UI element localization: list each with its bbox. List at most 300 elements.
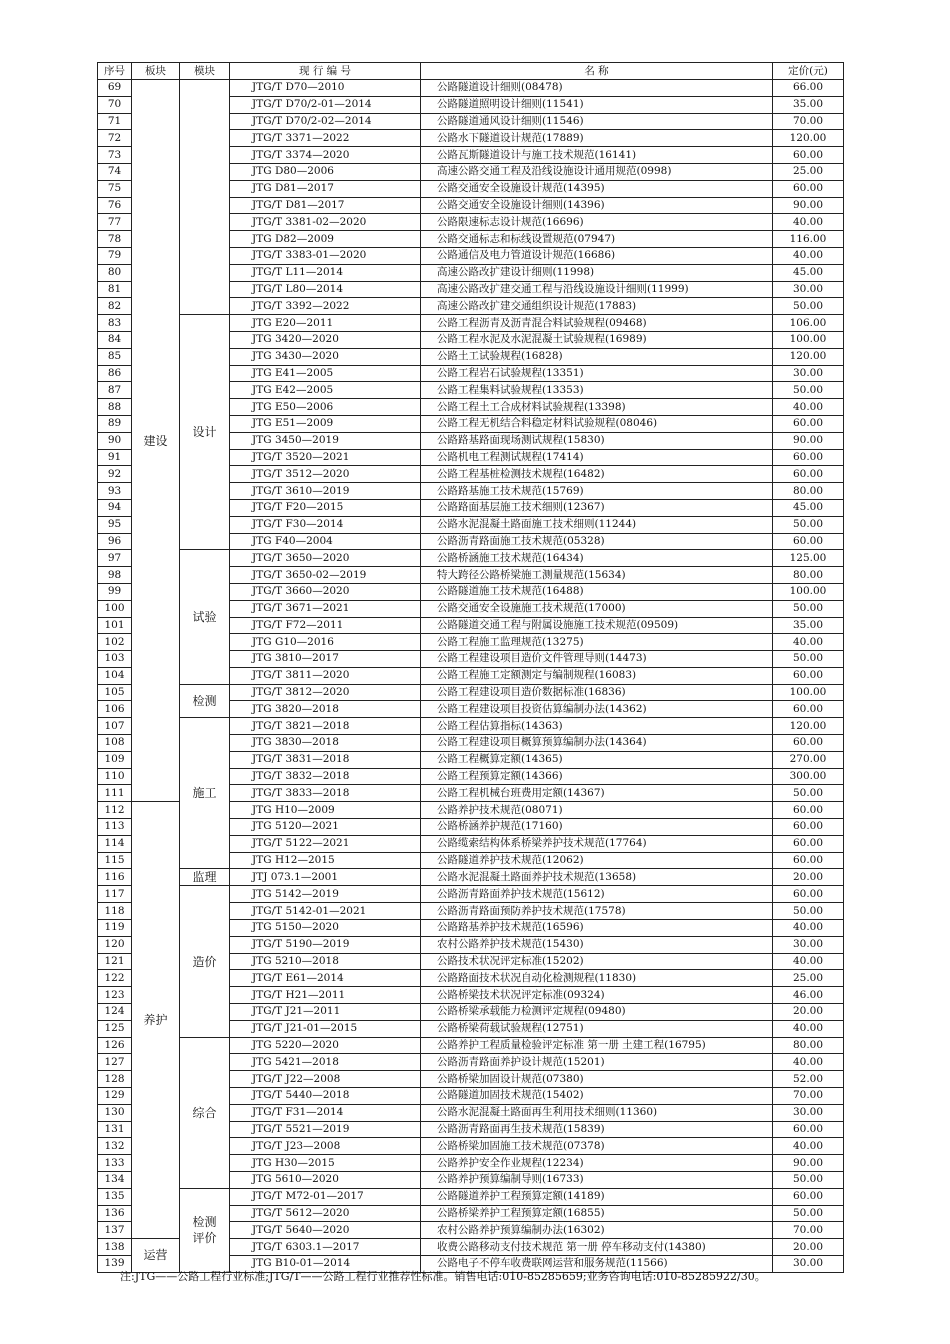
price: 30.00 [773, 281, 844, 298]
price: 40.00 [773, 1020, 844, 1037]
price: 116.00 [773, 231, 844, 248]
table-row [98, 550, 844, 567]
standard-code: JTG 5610—2020 [230, 1172, 421, 1189]
header-row [98, 63, 844, 80]
row-number: 98 [98, 567, 132, 584]
row-number: 136 [98, 1205, 132, 1222]
row-number: 88 [98, 399, 132, 416]
standard-code: JTG 3450—2019 [230, 432, 421, 449]
standard-name: 公路工程沥青及沥青混合料试验规程(09468) [421, 315, 773, 332]
row-number: 104 [98, 667, 132, 684]
standard-code: JTG/T J21—2011 [230, 1004, 421, 1021]
standard-name: 公路桥涵养护规范(17160) [421, 819, 773, 836]
row-number: 79 [98, 247, 132, 264]
row-number: 81 [98, 281, 132, 298]
standard-name: 公路隧道养护技术规范(12062) [421, 852, 773, 869]
price: 60.00 [773, 1188, 844, 1205]
standard-code: JTG/T 3811—2020 [230, 667, 421, 684]
row-number: 73 [98, 147, 132, 164]
standard-code: JTG D82—2009 [230, 231, 421, 248]
standard-name: 公路工程机械台班费用定额(14367) [421, 785, 773, 802]
standard-code: JTG E20—2011 [230, 315, 421, 332]
module-cell [180, 80, 230, 315]
row-number: 133 [98, 1155, 132, 1172]
price: 66.00 [773, 80, 844, 97]
row-number: 113 [98, 819, 132, 836]
standard-name: 公路路面技术状况自动化检测规程(11830) [421, 970, 773, 987]
standard-code: JTG/T 3650-02—2019 [230, 567, 421, 584]
price: 120.00 [773, 718, 844, 735]
standard-name: 公路工程无机结合料稳定材料试验规程(08046) [421, 415, 773, 432]
price: 40.00 [773, 399, 844, 416]
standard-name: 公路工程估算指标(14363) [421, 718, 773, 735]
row-number: 89 [98, 415, 132, 432]
row-number: 127 [98, 1054, 132, 1071]
price: 120.00 [773, 348, 844, 365]
standard-code: JTG 3810—2017 [230, 651, 421, 668]
standard-name: 公路隧道养护工程预算定额(14189) [421, 1188, 773, 1205]
header-name: 名 称 [421, 63, 773, 80]
standard-code: JTG/T D70—2010 [230, 80, 421, 97]
header-price: 定价(元) [773, 63, 844, 80]
row-number: 77 [98, 214, 132, 231]
standard-name: 公路工程施工定额测定与编制规程(16083) [421, 667, 773, 684]
price: 46.00 [773, 987, 844, 1004]
block-cell: 建设 [132, 80, 180, 802]
standard-code: JTG/T D70/2-02—2014 [230, 113, 421, 130]
standard-name: 公路工程建设项目概算预算编制办法(14364) [421, 735, 773, 752]
standard-name: 公路工程水泥及水泥混凝土试验规程(16989) [421, 331, 773, 348]
standard-code: JTG/T 5521—2019 [230, 1121, 421, 1138]
row-number: 80 [98, 264, 132, 281]
row-number: 132 [98, 1138, 132, 1155]
price: 20.00 [773, 1239, 844, 1256]
price: 20.00 [773, 1004, 844, 1021]
row-number: 93 [98, 483, 132, 500]
module-cell: 综合 [180, 1037, 230, 1188]
price: 70.00 [773, 1222, 844, 1239]
row-number: 105 [98, 684, 132, 701]
standard-code: JTG 3420—2020 [230, 331, 421, 348]
standard-name: 公路交通安全设施设计规范(14395) [421, 180, 773, 197]
price: 60.00 [773, 667, 844, 684]
price: 40.00 [773, 1138, 844, 1155]
row-number: 86 [98, 365, 132, 382]
price: 30.00 [773, 1255, 844, 1272]
row-number: 95 [98, 516, 132, 533]
row-number: 123 [98, 987, 132, 1004]
header-block: 板块 [132, 63, 180, 80]
standard-name: 公路通信及电力管道设计规范(16686) [421, 247, 773, 264]
row-number: 138 [98, 1239, 132, 1256]
standard-code: JTG B10-01—2014 [230, 1255, 421, 1272]
table-row [98, 869, 844, 886]
price: 35.00 [773, 96, 844, 113]
standards-table [97, 62, 844, 1273]
standard-name: 公路工程施工监理规范(13275) [421, 634, 773, 651]
standard-name: 公路沥青路面再生技术规范(15839) [421, 1121, 773, 1138]
standard-code: JTG/T 3833—2018 [230, 785, 421, 802]
standard-name: 公路路面基层施工技术细则(12367) [421, 499, 773, 516]
row-number: 72 [98, 130, 132, 147]
standard-name: 公路水泥混凝土路面施工技术细则(11244) [421, 516, 773, 533]
standard-name: 公路桥梁技术状况评定标准(09324) [421, 987, 773, 1004]
row-number: 69 [98, 80, 132, 97]
standard-code: JTG/T F20—2015 [230, 499, 421, 516]
standard-code: JTG/T J22—2008 [230, 1071, 421, 1088]
price: 25.00 [773, 163, 844, 180]
standard-name: 公路水泥混凝土路面再生利用技术细则(11360) [421, 1104, 773, 1121]
standard-code: JTG 5142—2019 [230, 886, 421, 903]
standard-code: JTG/T 5142-01—2021 [230, 903, 421, 920]
row-number: 107 [98, 718, 132, 735]
standard-code: JTG/T 3650—2020 [230, 550, 421, 567]
standard-name: 公路桥梁加固施工技术规范(07378) [421, 1138, 773, 1155]
price: 50.00 [773, 516, 844, 533]
row-number: 97 [98, 550, 132, 567]
price: 40.00 [773, 920, 844, 937]
standard-code: JTG D81—2017 [230, 180, 421, 197]
standard-name: 公路交通安全设施设计细则(14396) [421, 197, 773, 214]
standard-name: 公路工程岩石试验规程(13351) [421, 365, 773, 382]
row-number: 82 [98, 298, 132, 315]
standard-name: 公路路基施工技术规范(15769) [421, 483, 773, 500]
standard-code: JTG E41—2005 [230, 365, 421, 382]
price: 70.00 [773, 1088, 844, 1105]
standard-code: JTG/T 3671—2021 [230, 600, 421, 617]
price: 125.00 [773, 550, 844, 567]
standard-name: 公路工程预算定额(14366) [421, 768, 773, 785]
price: 80.00 [773, 1037, 844, 1054]
standard-code: JTG F40—2004 [230, 533, 421, 550]
price: 80.00 [773, 567, 844, 584]
standard-code: JTG/T 3610—2019 [230, 483, 421, 500]
row-number: 129 [98, 1088, 132, 1105]
row-number: 84 [98, 331, 132, 348]
table-row [98, 718, 844, 735]
standard-code: JTG G10—2016 [230, 634, 421, 651]
standard-code: JTG 3430—2020 [230, 348, 421, 365]
price: 120.00 [773, 130, 844, 147]
row-number: 120 [98, 936, 132, 953]
standard-code: JTG/T D70/2-01—2014 [230, 96, 421, 113]
table-row [98, 684, 844, 701]
price: 50.00 [773, 600, 844, 617]
price: 40.00 [773, 247, 844, 264]
module-cell: 造价 [180, 886, 230, 1037]
module-cell: 施工 [180, 718, 230, 869]
standard-code: JTG 5220—2020 [230, 1037, 421, 1054]
standard-name: 公路桥梁荷载试验规程(12751) [421, 1020, 773, 1037]
price: 60.00 [773, 449, 844, 466]
standard-code: JTG/T F72—2011 [230, 617, 421, 634]
row-number: 91 [98, 449, 132, 466]
standard-name: 公路隧道施工技术规范(16488) [421, 583, 773, 600]
row-number: 135 [98, 1188, 132, 1205]
standard-name: 特大跨径公路桥梁施工测量规范(15634) [421, 567, 773, 584]
module-cell: 检测 [180, 684, 230, 718]
row-number: 99 [98, 583, 132, 600]
price: 60.00 [773, 180, 844, 197]
row-number: 118 [98, 903, 132, 920]
standard-code: JTG/T 5640—2020 [230, 1222, 421, 1239]
price: 106.00 [773, 315, 844, 332]
standard-name: 公路养护安全作业规程(12234) [421, 1155, 773, 1172]
row-number: 116 [98, 869, 132, 886]
standard-name: 公路桥梁承载能力检测评定规程(09480) [421, 1004, 773, 1021]
price: 60.00 [773, 852, 844, 869]
standard-name: 公路沥青路面施工技术规范(05328) [421, 533, 773, 550]
price: 80.00 [773, 483, 844, 500]
standard-name: 公路路基养护技术规范(16596) [421, 920, 773, 937]
standard-name: 公路隧道交通工程与附属设施施工技术规范(09509) [421, 617, 773, 634]
table-body [98, 80, 844, 1273]
row-number: 85 [98, 348, 132, 365]
price: 60.00 [773, 735, 844, 752]
price: 70.00 [773, 113, 844, 130]
row-number: 71 [98, 113, 132, 130]
header-module: 模块 [180, 63, 230, 80]
standard-code: JTG/T L11—2014 [230, 264, 421, 281]
block-cell: 运营 [132, 1239, 180, 1273]
standard-code: JTG/T E61—2014 [230, 970, 421, 987]
price: 60.00 [773, 415, 844, 432]
module-cell: 监理 [180, 869, 230, 886]
row-number: 74 [98, 163, 132, 180]
price: 60.00 [773, 802, 844, 819]
standard-code: JTG/T H21—2011 [230, 987, 421, 1004]
standard-code: JTG/T M72-01—2017 [230, 1188, 421, 1205]
standard-code: JTG/T 3832—2018 [230, 768, 421, 785]
row-number: 112 [98, 802, 132, 819]
price: 35.00 [773, 617, 844, 634]
standard-name: 公路桥梁养护工程预算定额(16855) [421, 1205, 773, 1222]
row-number: 75 [98, 180, 132, 197]
standard-code: JTG/T 5612—2020 [230, 1205, 421, 1222]
standard-code: JTG E42—2005 [230, 382, 421, 399]
standard-code: JTG/T 3831—2018 [230, 751, 421, 768]
price: 60.00 [773, 1121, 844, 1138]
standard-name: 公路隧道加固技术规范(15402) [421, 1088, 773, 1105]
standard-code: JTG H12—2015 [230, 852, 421, 869]
standard-name: 高速公路改扩建交通组织设计规范(17883) [421, 298, 773, 315]
standard-name: 公路工程概算定额(14365) [421, 751, 773, 768]
price: 20.00 [773, 869, 844, 886]
table-row [98, 886, 844, 903]
price: 50.00 [773, 382, 844, 399]
price: 100.00 [773, 331, 844, 348]
row-number: 126 [98, 1037, 132, 1054]
price: 50.00 [773, 785, 844, 802]
row-number: 94 [98, 499, 132, 516]
header-no: 序号 [98, 63, 132, 80]
row-number: 111 [98, 785, 132, 802]
standard-name: 公路养护工程质量检验评定标准 第一册 土建工程(16795) [421, 1037, 773, 1054]
standard-code: JTG E50—2006 [230, 399, 421, 416]
standard-code: JTG/T 5122—2021 [230, 835, 421, 852]
row-number: 119 [98, 920, 132, 937]
standard-name: 公路交通标志和标线设置规范(07947) [421, 231, 773, 248]
standard-code: JTG/T 6303.1—2017 [230, 1239, 421, 1256]
standard-name: 高速公路改扩建交通工程与沿线设施设计细则(11999) [421, 281, 773, 298]
standard-name: 公路养护预算编制导则(16733) [421, 1172, 773, 1189]
price: 30.00 [773, 936, 844, 953]
module-cell: 设计 [180, 315, 230, 550]
price: 60.00 [773, 819, 844, 836]
standard-name: 公路桥涵施工技术规范(16434) [421, 550, 773, 567]
price: 60.00 [773, 533, 844, 550]
price: 60.00 [773, 701, 844, 718]
standard-code: JTG/T F31—2014 [230, 1104, 421, 1121]
price: 40.00 [773, 634, 844, 651]
price: 45.00 [773, 264, 844, 281]
standard-name: 公路隧道设计细则(08478) [421, 80, 773, 97]
row-number: 102 [98, 634, 132, 651]
standards-table-container [97, 62, 843, 1273]
price: 50.00 [773, 1205, 844, 1222]
standard-code: JTG/T 3821—2018 [230, 718, 421, 735]
row-number: 96 [98, 533, 132, 550]
standard-code: JTG 3830—2018 [230, 735, 421, 752]
price: 40.00 [773, 1054, 844, 1071]
row-number: 137 [98, 1222, 132, 1239]
standard-name: 公路交通安全设施施工技术规范(17000) [421, 600, 773, 617]
standard-code: JTG 5150—2020 [230, 920, 421, 937]
price: 90.00 [773, 432, 844, 449]
price: 50.00 [773, 903, 844, 920]
row-number: 122 [98, 970, 132, 987]
block-cell: 养护 [132, 802, 180, 1239]
module-cell: 检测 评价 [180, 1188, 230, 1272]
standard-name: 高速公路交通工程及沿线设施设计通用规范(0998) [421, 163, 773, 180]
row-number: 124 [98, 1004, 132, 1021]
price: 60.00 [773, 466, 844, 483]
standard-code: JTG 5421—2018 [230, 1054, 421, 1071]
standard-code: JTG/T 3512—2020 [230, 466, 421, 483]
standard-name: 公路养护技术规范(08071) [421, 802, 773, 819]
price: 60.00 [773, 886, 844, 903]
row-number: 115 [98, 852, 132, 869]
standard-code: JTG/T 5440—2018 [230, 1088, 421, 1105]
row-number: 134 [98, 1172, 132, 1189]
table-row [98, 80, 844, 97]
standard-code: JTG/T 3374—2020 [230, 147, 421, 164]
standard-name: 农村公路养护技术规范(15430) [421, 936, 773, 953]
standard-code: JTG H30—2015 [230, 1155, 421, 1172]
standard-name: 公路瓦斯隧道设计与施工技术规范(16141) [421, 147, 773, 164]
standard-code: JTG 5120—2021 [230, 819, 421, 836]
standard-code: JTG/T J21-01—2015 [230, 1020, 421, 1037]
standard-code: JTG H10—2009 [230, 802, 421, 819]
standard-name: 公路工程建设项目造价文件管理导则(14473) [421, 651, 773, 668]
row-number: 92 [98, 466, 132, 483]
standard-name: 公路土工试验规程(16828) [421, 348, 773, 365]
row-number: 100 [98, 600, 132, 617]
standard-name: 公路桥梁加固设计规范(07380) [421, 1071, 773, 1088]
standard-name: 公路工程建设项目造价数据标准(16836) [421, 684, 773, 701]
standard-code: JTG/T 3381-02—2020 [230, 214, 421, 231]
header-code: 现 行 编 号 [230, 63, 421, 80]
standard-name: 公路工程基桩检测技术规程(16482) [421, 466, 773, 483]
price: 50.00 [773, 298, 844, 315]
row-number: 128 [98, 1071, 132, 1088]
standard-name: 公路水泥混凝土路面养护技术规范(13658) [421, 869, 773, 886]
price: 25.00 [773, 970, 844, 987]
standard-code: JTG D80—2006 [230, 163, 421, 180]
row-number: 125 [98, 1020, 132, 1037]
row-number: 114 [98, 835, 132, 852]
price: 40.00 [773, 214, 844, 231]
row-number: 130 [98, 1104, 132, 1121]
row-number: 108 [98, 735, 132, 752]
price: 100.00 [773, 583, 844, 600]
row-number: 101 [98, 617, 132, 634]
standard-name: 公路路基路面现场测试规程(15830) [421, 432, 773, 449]
standard-name: 公路水下隧道设计规范(17889) [421, 130, 773, 147]
price: 45.00 [773, 499, 844, 516]
standard-code: JTG 5210—2018 [230, 953, 421, 970]
row-number: 103 [98, 651, 132, 668]
standard-code: JTG/T 3383-01—2020 [230, 247, 421, 264]
table-row [98, 315, 844, 332]
price: 270.00 [773, 751, 844, 768]
row-number: 131 [98, 1121, 132, 1138]
standard-code: JTG/T F30—2014 [230, 516, 421, 533]
price: 90.00 [773, 197, 844, 214]
standard-code: JTG/T 5190—2019 [230, 936, 421, 953]
standard-name: 公路隧道通风设计细则(11546) [421, 113, 773, 130]
price: 40.00 [773, 953, 844, 970]
standard-code: JTJ 073.1—2001 [230, 869, 421, 886]
standard-name: 公路沥青路面预防养护技术规范(17578) [421, 903, 773, 920]
standard-name: 公路电子不停车收费联网运营和服务规范(11566) [421, 1255, 773, 1272]
price: 100.00 [773, 684, 844, 701]
row-number: 70 [98, 96, 132, 113]
row-number: 121 [98, 953, 132, 970]
row-number: 83 [98, 315, 132, 332]
price: 60.00 [773, 147, 844, 164]
standard-code: JTG E51—2009 [230, 415, 421, 432]
row-number: 76 [98, 197, 132, 214]
price: 50.00 [773, 1172, 844, 1189]
footnote: 注:JTG——公路工程行业标准;JTG/T——公路工程行业推荐性标准。销售电话:010-85285659;业务咨询电话:010-85285922/30。 [120, 1270, 766, 1283]
standard-name: 公路沥青路面养护设计规范(15201) [421, 1054, 773, 1071]
row-number: 139 [98, 1255, 132, 1272]
price: 52.00 [773, 1071, 844, 1088]
standard-code: JTG/T 3520—2021 [230, 449, 421, 466]
standard-code: JTG/T D81—2017 [230, 197, 421, 214]
table-row [98, 1037, 844, 1054]
price: 300.00 [773, 768, 844, 785]
row-number: 110 [98, 768, 132, 785]
standard-name: 公路机电工程测试规程(17414) [421, 449, 773, 466]
row-number: 78 [98, 231, 132, 248]
price: 50.00 [773, 651, 844, 668]
standard-name: 公路沥青路面养护技术规范(15612) [421, 886, 773, 903]
standard-name: 公路工程集料试验规程(13353) [421, 382, 773, 399]
standard-code: JTG/T J23—2008 [230, 1138, 421, 1155]
price: 30.00 [773, 1104, 844, 1121]
standard-name: 公路工程建设项目投资估算编制办法(14362) [421, 701, 773, 718]
module-cell: 试验 [180, 550, 230, 684]
standard-code: JTG/T 3392—2022 [230, 298, 421, 315]
standard-name: 高速公路改扩建设计细则(11998) [421, 264, 773, 281]
standard-code: JTG/T L80—2014 [230, 281, 421, 298]
standard-name: 公路限速标志设计规范(16696) [421, 214, 773, 231]
standard-name: 农村公路养护预算编制办法(16302) [421, 1222, 773, 1239]
table-row [98, 1188, 844, 1205]
row-number: 109 [98, 751, 132, 768]
